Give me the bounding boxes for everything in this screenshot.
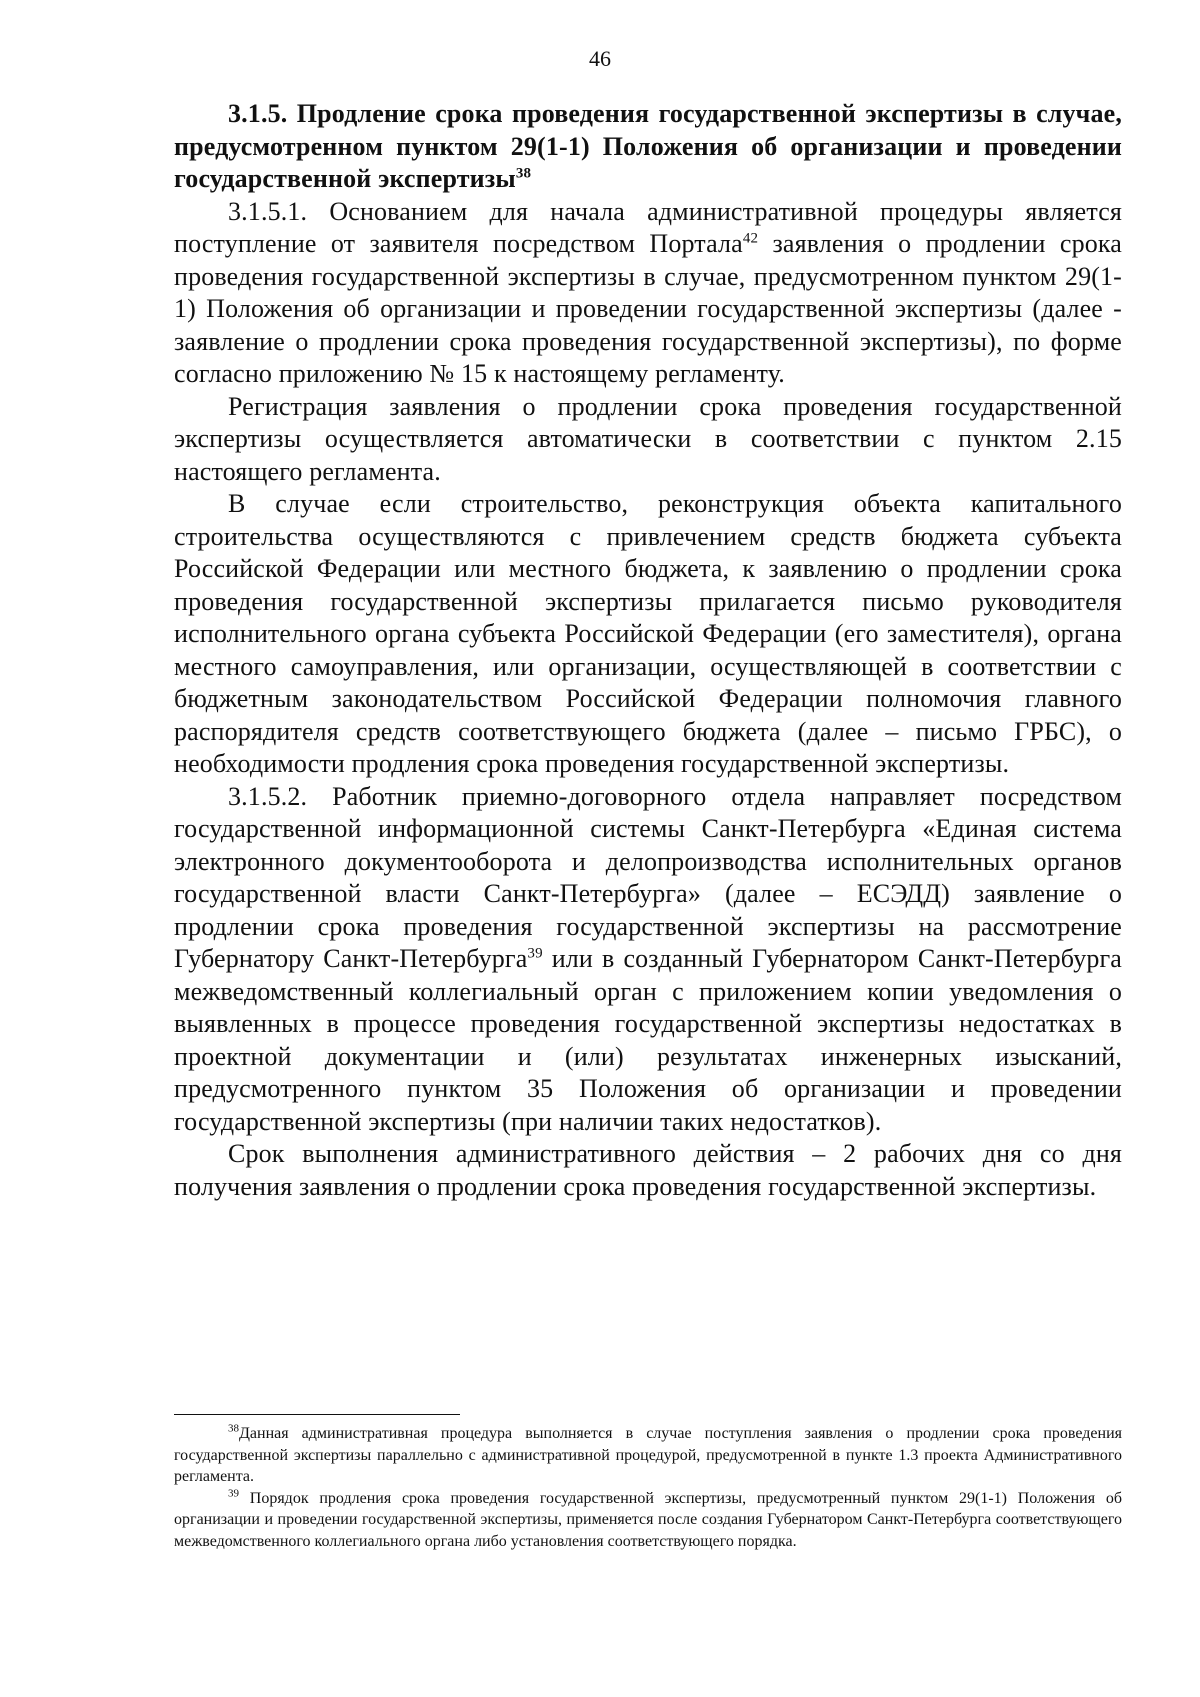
paragraph-text: заявления о продлении срока проведения государственной экспертизы в случае, предусмотренном пунктом 29(1-1) Положения об организации и проведении государственной экспертизы (далее - заявление о продлении срока проведения государственной экспертизы), по форме согласно приложению № 15 к настоящему регламенту. bbox=[174, 229, 1122, 388]
footnote-divider bbox=[174, 1414, 460, 1415]
paragraph-3-1-5-2 bbox=[174, 781, 1122, 1139]
page-number: 46 bbox=[589, 46, 611, 71]
section-heading-text: Продление срока проведения государственной экспертизы в случае, предусмотренном пунктом 29(1-1) Положения об организации и проведении государственной экспертизы bbox=[174, 99, 1122, 193]
footnote-mark: 38 bbox=[228, 1422, 239, 1435]
footnotes-section bbox=[174, 1414, 1122, 1552]
paragraph-text: 3.1.5.1. Основанием для начала административной процедуры является поступление от заявителя посредством Портала bbox=[174, 196, 1122, 258]
section-heading bbox=[174, 98, 1122, 196]
paragraph-registration: Регистрация заявления о продлении срока проведения государственной экспертизы осуществляется автоматически в соответствии с пунктом 2.15 настоящего регламента. bbox=[174, 391, 1122, 486]
paragraph-text: 3.1.5.2. Работник приемно-договорного отдела направляет посредством государственной информационной системы Санкт-Петербурга «Единая система электронного документооборота и делопроизводства исполнительных органов государственной власти Санкт-Петербурга» (далее – ЕСЭДД) заявление о продлении срока проведения государственной экспертизы на рассмотрение Губернатору Санкт-Петербурга bbox=[174, 781, 1122, 973]
footnote-text: Данная административная процедура выполняется в случае поступления заявления о продлении срока проведения государственной экспертизы параллельно с административной процедурой, предусмотренной в пункте 1.3 проекта Административного регламента. bbox=[174, 1425, 1122, 1485]
main-content bbox=[174, 98, 1122, 1203]
paragraph-3-1-5-1 bbox=[174, 196, 1122, 391]
footnote-ref-39[interactable]: 39 bbox=[527, 945, 543, 962]
footnote-text: Порядок продления срока проведения государственной экспертизы, предусмотренный пунктом 29(1-1) Положения об организации и проведении государственной экспертизы, применяется после создания Губернатором Санкт-Петербурга соответствующего межведомственного коллегиального органа либо установления соответствующего порядка. bbox=[174, 1489, 1122, 1550]
paragraph-deadline: Срок выполнения административного действия – 2 рабочих дня со дня получения заявления о продлении срока проведения государственной экспертизы. bbox=[174, 1139, 1122, 1201]
footnote-mark: 39 bbox=[228, 1487, 239, 1500]
paragraph-text: или в созданный Губернатором Санкт-Петербурга межведомственный коллегиальный орган с приложением копии уведомления о выявленных в процессе проведения государственной экспертизы недостатках в проектной документации и (или) результатах инженерных изысканий, предусмотренного пунктом 35 Положения об организации и проведении государственной экспертизы (при наличии таких недостатков). bbox=[174, 944, 1122, 1136]
footnote-ref-38[interactable]: 38 bbox=[515, 165, 532, 182]
footnote-38 bbox=[174, 1423, 1122, 1488]
paragraph-grbs-letter: В случае если строительство, реконструкция объекта капитального строительства осуществляются с привлечением средств бюджета субъекта Российской Федерации или местного бюджета, к заявлению о продлении срока проведения государственной экспертизы прилагается письмо руководителя исполнительного органа субъекта Российской Федерации (его заместителя), органа местного самоуправления, или организации, осуществляющей в соответствии с бюджетным законодательством Российской Федерации полномочия главного распорядителя средств соответствующего бюджета (далее – письмо ГРБС), о необходимости продления срока проведения государственной экспертизы. bbox=[174, 489, 1122, 778]
footnote-39 bbox=[174, 1488, 1122, 1553]
footnote-ref-42[interactable]: 42 bbox=[742, 230, 759, 247]
section-heading-number: 3.1.5. bbox=[228, 99, 288, 128]
